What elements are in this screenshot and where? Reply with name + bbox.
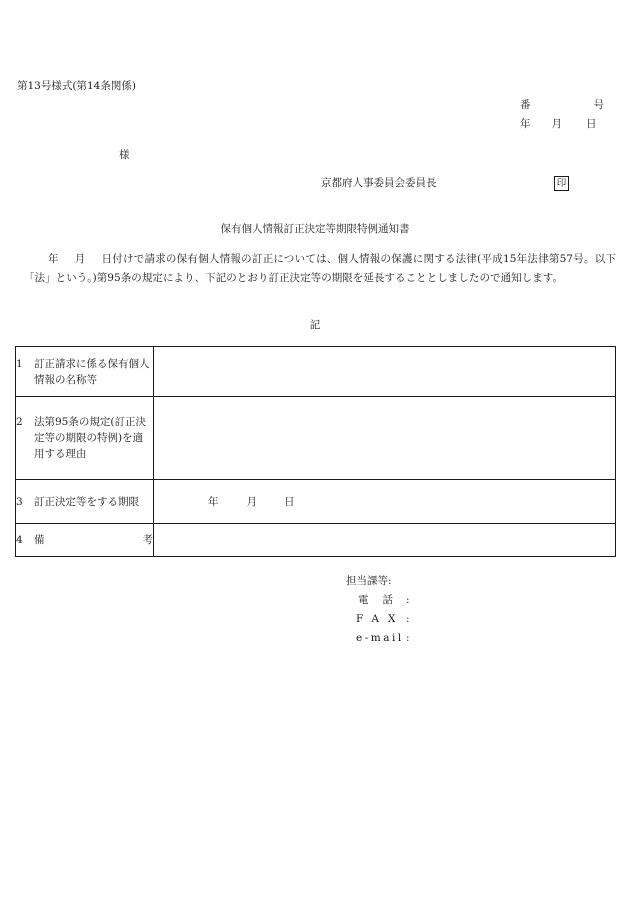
table-row [16, 397, 616, 480]
seal-mark: 印 [554, 176, 569, 191]
row-value-cell[interactable] [154, 524, 616, 557]
reference-number-suffix: 号 [593, 99, 604, 111]
contact-tel-row [346, 594, 410, 613]
reference-month: 月 [551, 118, 562, 130]
row-number: 3 [16, 495, 23, 508]
contact-dept-label: 担当課等: [346, 575, 392, 587]
row-label-cell [16, 347, 154, 397]
table-row [16, 524, 616, 557]
table-row [16, 347, 616, 397]
row-label-cell [16, 397, 154, 480]
row-label-cell [16, 480, 154, 524]
recipient-suffix: 様 [119, 149, 130, 161]
body-date-month: 月 [74, 253, 86, 265]
contact-fax-colon: : [406, 613, 410, 625]
deadline-day: 日 [284, 495, 295, 508]
deadline-month: 月 [246, 495, 257, 508]
ki-heading: 記 [309, 319, 321, 331]
row-label [34, 532, 153, 548]
body-text: 日付けで請求の保有個人情報の訂正については、個人情報の保護に関する法律(平成15年法律第57号。以下「法」という。)第95条の規定により、下記のとおり訂正決定等の期限を延長することとしましたので通知します。 [24, 253, 616, 284]
row-number: 4 [16, 534, 23, 546]
contact-email-label: e-mail [356, 632, 404, 644]
contact-tel-colon: : [406, 594, 410, 606]
contact-tel-label: 電話 [358, 594, 407, 606]
table-row [16, 480, 616, 524]
row-number: 2 [16, 416, 23, 428]
deadline-date [154, 494, 615, 510]
row-value-cell[interactable] [154, 347, 616, 397]
detail-table [15, 346, 616, 557]
row-label: 訂正請求に係る保有個人情報の名称等 [34, 357, 150, 386]
contact-email-row [346, 632, 410, 651]
contact-fax-label: FAX [356, 613, 405, 625]
reference-block [520, 99, 604, 132]
remarks-label-a: 備 [34, 534, 45, 546]
contact-block [346, 575, 410, 651]
contact-fax-row [346, 613, 410, 632]
remarks-label-b: 考 [142, 534, 153, 546]
sender-title: 京都府人事委員会委員長 [321, 177, 437, 189]
row-value-cell[interactable] [154, 397, 616, 480]
row-number: 1 [16, 357, 23, 370]
row-label-cell [16, 524, 154, 557]
reference-date-row [520, 118, 604, 132]
contact-email-colon: : [406, 632, 410, 644]
document-title: 保有個人情報訂正決定等期限特例通知書 [220, 223, 410, 235]
reference-year: 年 [520, 118, 531, 130]
form-number: 第13号様式(第14条関係) [17, 80, 136, 92]
reference-number-label: 番 [520, 99, 531, 111]
deadline-year: 年 [208, 495, 219, 508]
row-value-cell[interactable] [154, 480, 616, 524]
body-paragraph [24, 250, 616, 287]
row-label: 訂正決定等をする期限 [34, 495, 139, 508]
reference-day: 日 [586, 118, 597, 130]
body-date-year: 年 [48, 253, 59, 265]
contact-dept-row [346, 575, 410, 594]
reference-number-row [520, 99, 604, 118]
row-label: 法第95条の規定(訂正決定等の期限の特例)を適用する理由 [34, 416, 146, 460]
